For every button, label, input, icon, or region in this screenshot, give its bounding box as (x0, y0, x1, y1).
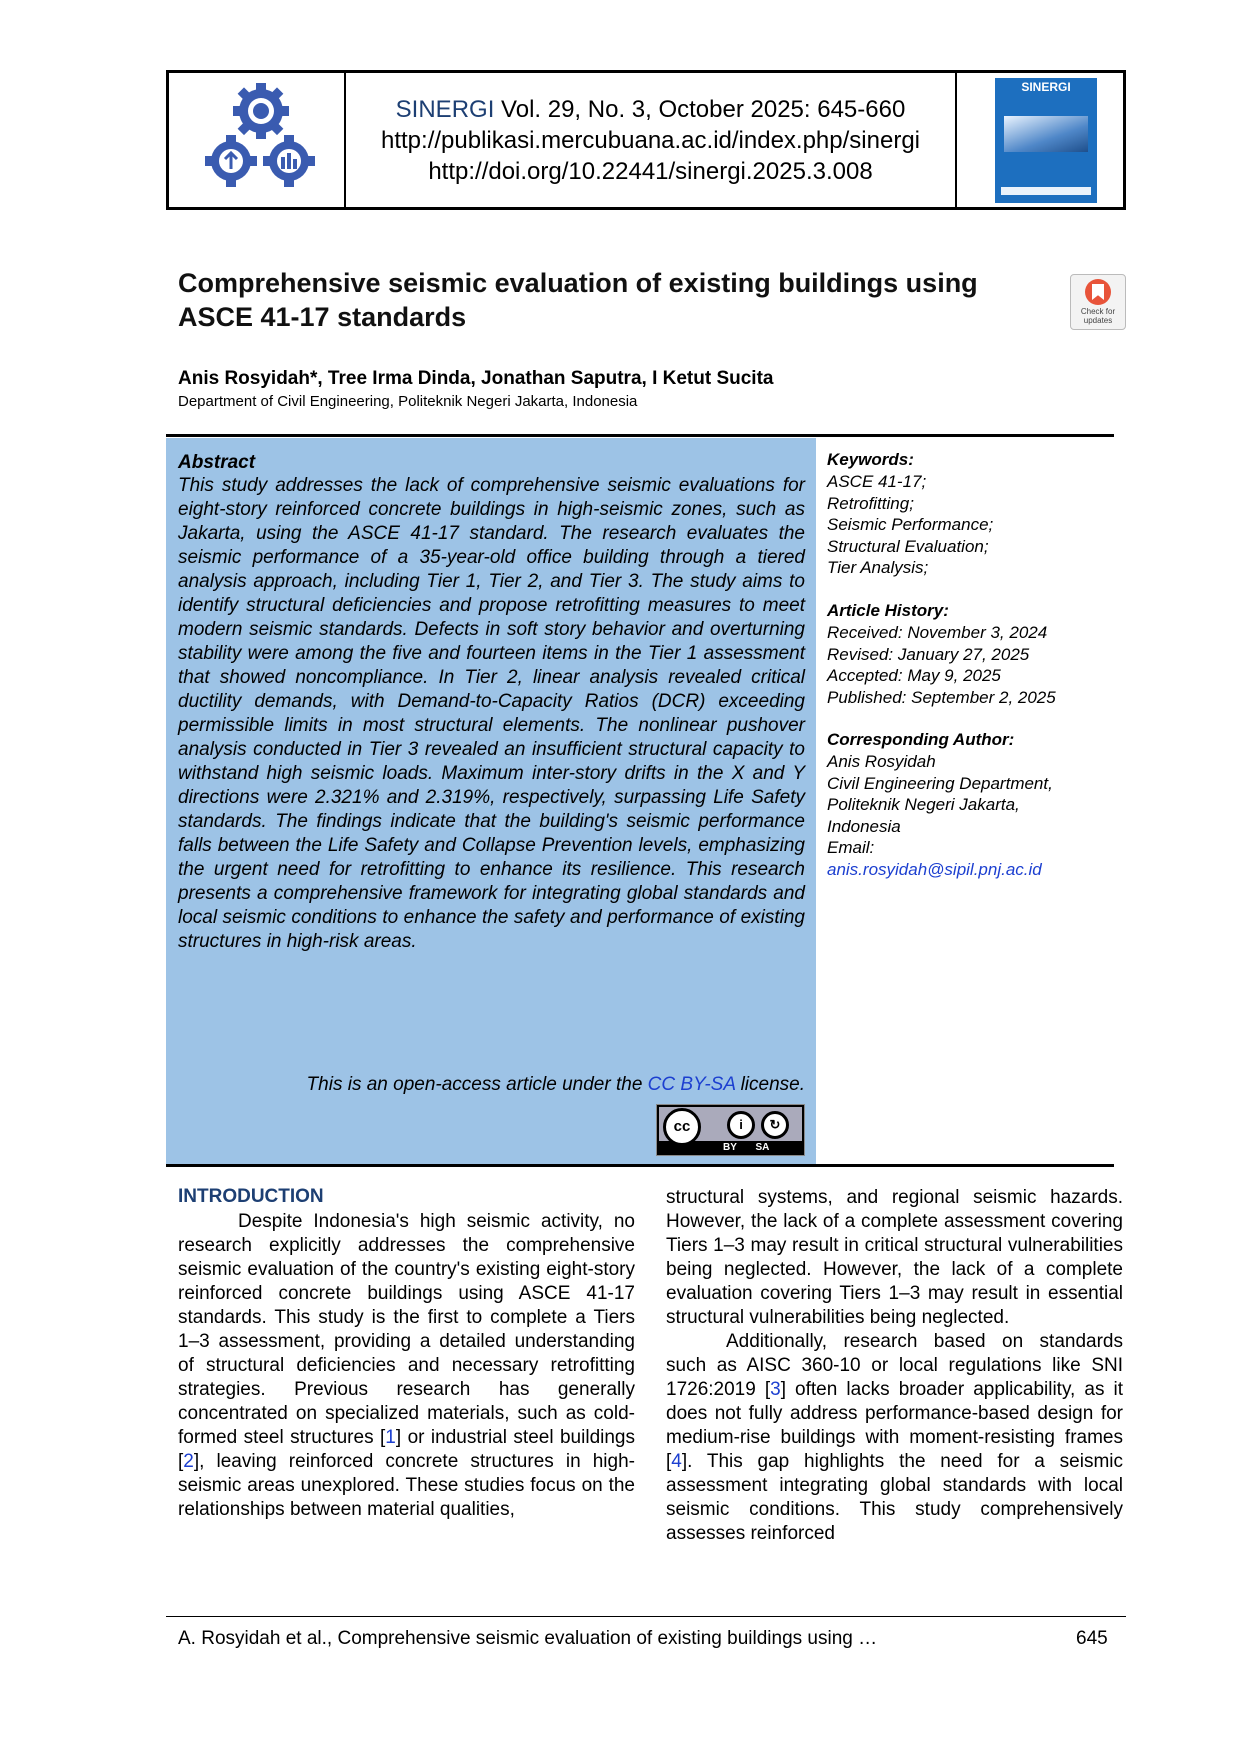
intro-paragraph-continued: structural systems, and regional seismic hazards. However, the lack of a complete assessment covering Tiers 1–3 may result in critical structural vulnerabilities being neglected. However, the lack of a complete evaluation covering Tiers 1–3 may result in essential structural vulnerabilities being neglected. (666, 1187, 1123, 1328)
journal-issue: Vol. 29, No. 3, October 2025: 645-660 (501, 95, 906, 123)
share-alike-icon: ↻ (761, 1111, 789, 1139)
corresponding-department: Civil Engineering Department, (827, 773, 1053, 793)
intro-text: Additionally, research based on standards such as AISC 360-10 or local regulations like SNI 1726:2019 [ (666, 1331, 1123, 1400)
running-title: A. Rosyidah et al., Comprehensive seismic evaluation of existing buildings using … (178, 1628, 878, 1649)
check-for-updates-badge[interactable] (1070, 274, 1126, 330)
citation-link-1[interactable]: 1 (385, 1427, 396, 1448)
abstract-bottom-rule (166, 1164, 1114, 1167)
corresponding-name: Anis Rosyidah (827, 752, 936, 771)
check-updates-label: Check for updates (1080, 307, 1116, 325)
history-revised: Revised: January 27, 2025 (827, 644, 1030, 664)
journal-name: SINERGI (395, 95, 495, 123)
intro-text: Despite Indonesia's high seismic activity, no research explicitly addresses the comprehensive seismic evaluation of the country's existing eight-story reinforced concrete buildings using ASCE 41-17 standards. This study is the first to complete a Tiers 1–3 assessment, providing a detailed understanding of structural deficiencies and necessary retrofitting strategies. Previous research has generally concentrated on specialized materials, such as cold-formed steel structures [ (178, 1211, 635, 1448)
license-suffix: license. (735, 1074, 805, 1095)
license-prefix: This is an open-access article under the (306, 1074, 648, 1095)
citation-link-4[interactable]: 4 (671, 1451, 682, 1472)
keyword-item: ASCE 41-17; (827, 472, 927, 491)
attribution-icon: i (727, 1111, 755, 1139)
intro-text: ]. This gap highlights the need for a seismic assessment integrating global standards with local seismic conditions. This study comprehensively assesses reinforced (666, 1451, 1123, 1544)
corresponding-author-info (827, 751, 1053, 880)
abstract-top-rule (166, 434, 1114, 437)
body-column-left (178, 1210, 635, 1522)
keyword-item: Structural Evaluation; (827, 536, 989, 556)
history-accepted: Accepted: May 9, 2025 (827, 666, 1001, 685)
cover-image (1004, 116, 1088, 152)
intro-text: ] or industrial steel buildings [ (178, 1427, 635, 1472)
keywords-list (827, 471, 993, 579)
keyword-item: Seismic Performance; (827, 515, 994, 534)
email-label: Email: (827, 838, 875, 857)
keyword-item: Tier Analysis; (827, 558, 929, 577)
doi-url[interactable]: http://doi.org/10.22441/sinergi.2025.3.008 (428, 157, 873, 185)
journal-url[interactable]: http://publikasi.mercubuana.ac.id/index.php/sinergi (381, 126, 920, 154)
cover-footer-bar (1001, 187, 1091, 195)
keywords-heading: Keywords: (827, 450, 914, 469)
cover-title: SINERGI (1021, 80, 1071, 94)
affiliation: Department of Civil Engineering, Politeknik Negeri Jakarta, Indonesia (178, 393, 638, 410)
journal-header (166, 70, 1126, 210)
corresponding-institution: Politeknik Negeri Jakarta, (827, 795, 1020, 814)
bookmark-icon (1085, 279, 1111, 305)
intro-text: ] often lacks broader applicability, as it does not fully address performance-based design for medium-rise buildings with moment-resisting frames [ (666, 1379, 1123, 1472)
article-title: Comprehensive seismic evaluation of existing buildings using ASCE 41-17 standards (178, 268, 978, 332)
history-published: Published: September 2, 2025 (827, 687, 1056, 707)
article-history-heading: Article History: (827, 601, 949, 620)
intro-text: ], leaving reinforced concrete structures in high-seismic areas unexplored. These studies focus on the relationships between material qualities, (178, 1451, 635, 1520)
license-statement (178, 1074, 805, 1096)
citation-link-3[interactable]: 3 (770, 1379, 781, 1400)
cc-by-sa-link[interactable]: CC BY-SA (647, 1074, 736, 1095)
gears-logo-icon (169, 73, 346, 207)
intro-paragraph (666, 1330, 1123, 1546)
journal-cover-cell (957, 73, 1123, 207)
body-column-right (666, 1186, 1123, 1546)
journal-citation (396, 94, 906, 125)
author-list: Anis Rosyidah*, Tree Irma Dinda, Jonathan Saputra, I Ketut Sucita (178, 368, 774, 389)
cc-badge-label: BY SA (723, 1142, 770, 1153)
introduction-heading: INTRODUCTION (178, 1186, 324, 1207)
page-number: 645 (1076, 1628, 1108, 1649)
keyword-item: Retrofitting; (827, 493, 914, 513)
footer-rule (166, 1616, 1126, 1617)
author-email-link[interactable]: anis.rosyidah@sipil.pnj.ac.id (827, 859, 1042, 879)
history-received: Received: November 3, 2024 (827, 623, 1048, 642)
journal-info (346, 73, 957, 207)
cc-icon: cc (663, 1108, 701, 1146)
citation-link-2[interactable]: 2 (183, 1451, 194, 1472)
corresponding-author-heading: Corresponding Author: (827, 730, 1015, 749)
corresponding-country: Indonesia (827, 816, 901, 836)
abstract-text: This study addresses the lack of comprehensive seismic evaluations for eight-story reinforced concrete buildings in high-seismic zones, such as Jakarta, using the ASCE 41-17 standard. The research evaluates the seismic performance of a 35-year-old office building through a tiered analysis approach, including Tier 1, Tier 2, and Tier 3. The study aims to identify structural deficiencies and propose retrofitting measures to meet modern seismic standards. Defects in soft story behavior and overturning stability were among the five and fourteen items in the Tier 1 assessment that showed noncompliance. In Tier 2, linear analysis revealed critical ductility demands, with Demand-to-Capacity Ratios (DCR) exceeding permissible limits in most structural elements. The nonlinear pushover analysis conducted in Tier 3 revealed an insufficient structural capacity to withstand high seismic loads. Maximum inter-story drifts in the X and Y directions were 2.321% and 2.319%, respectively, surpassing Life Safety standards. The findings indicate that the building's seismic performance falls between the Life Safety and Collapse Prevention levels, emphasizing the urgent need for retrofitting to enhance its resilience. This research presents a comprehensive framework for integrating global standards and local seismic conditions to enhance the safety and performance of existing structures in high-risk areas. (178, 475, 805, 952)
intro-paragraph (178, 1210, 635, 1522)
journal-cover-thumbnail (995, 78, 1097, 203)
journal-logo-cell (169, 73, 346, 207)
abstract-heading: Abstract (178, 452, 256, 473)
cc-by-sa-badge[interactable] (656, 1104, 805, 1156)
article-history-list (827, 622, 1056, 708)
